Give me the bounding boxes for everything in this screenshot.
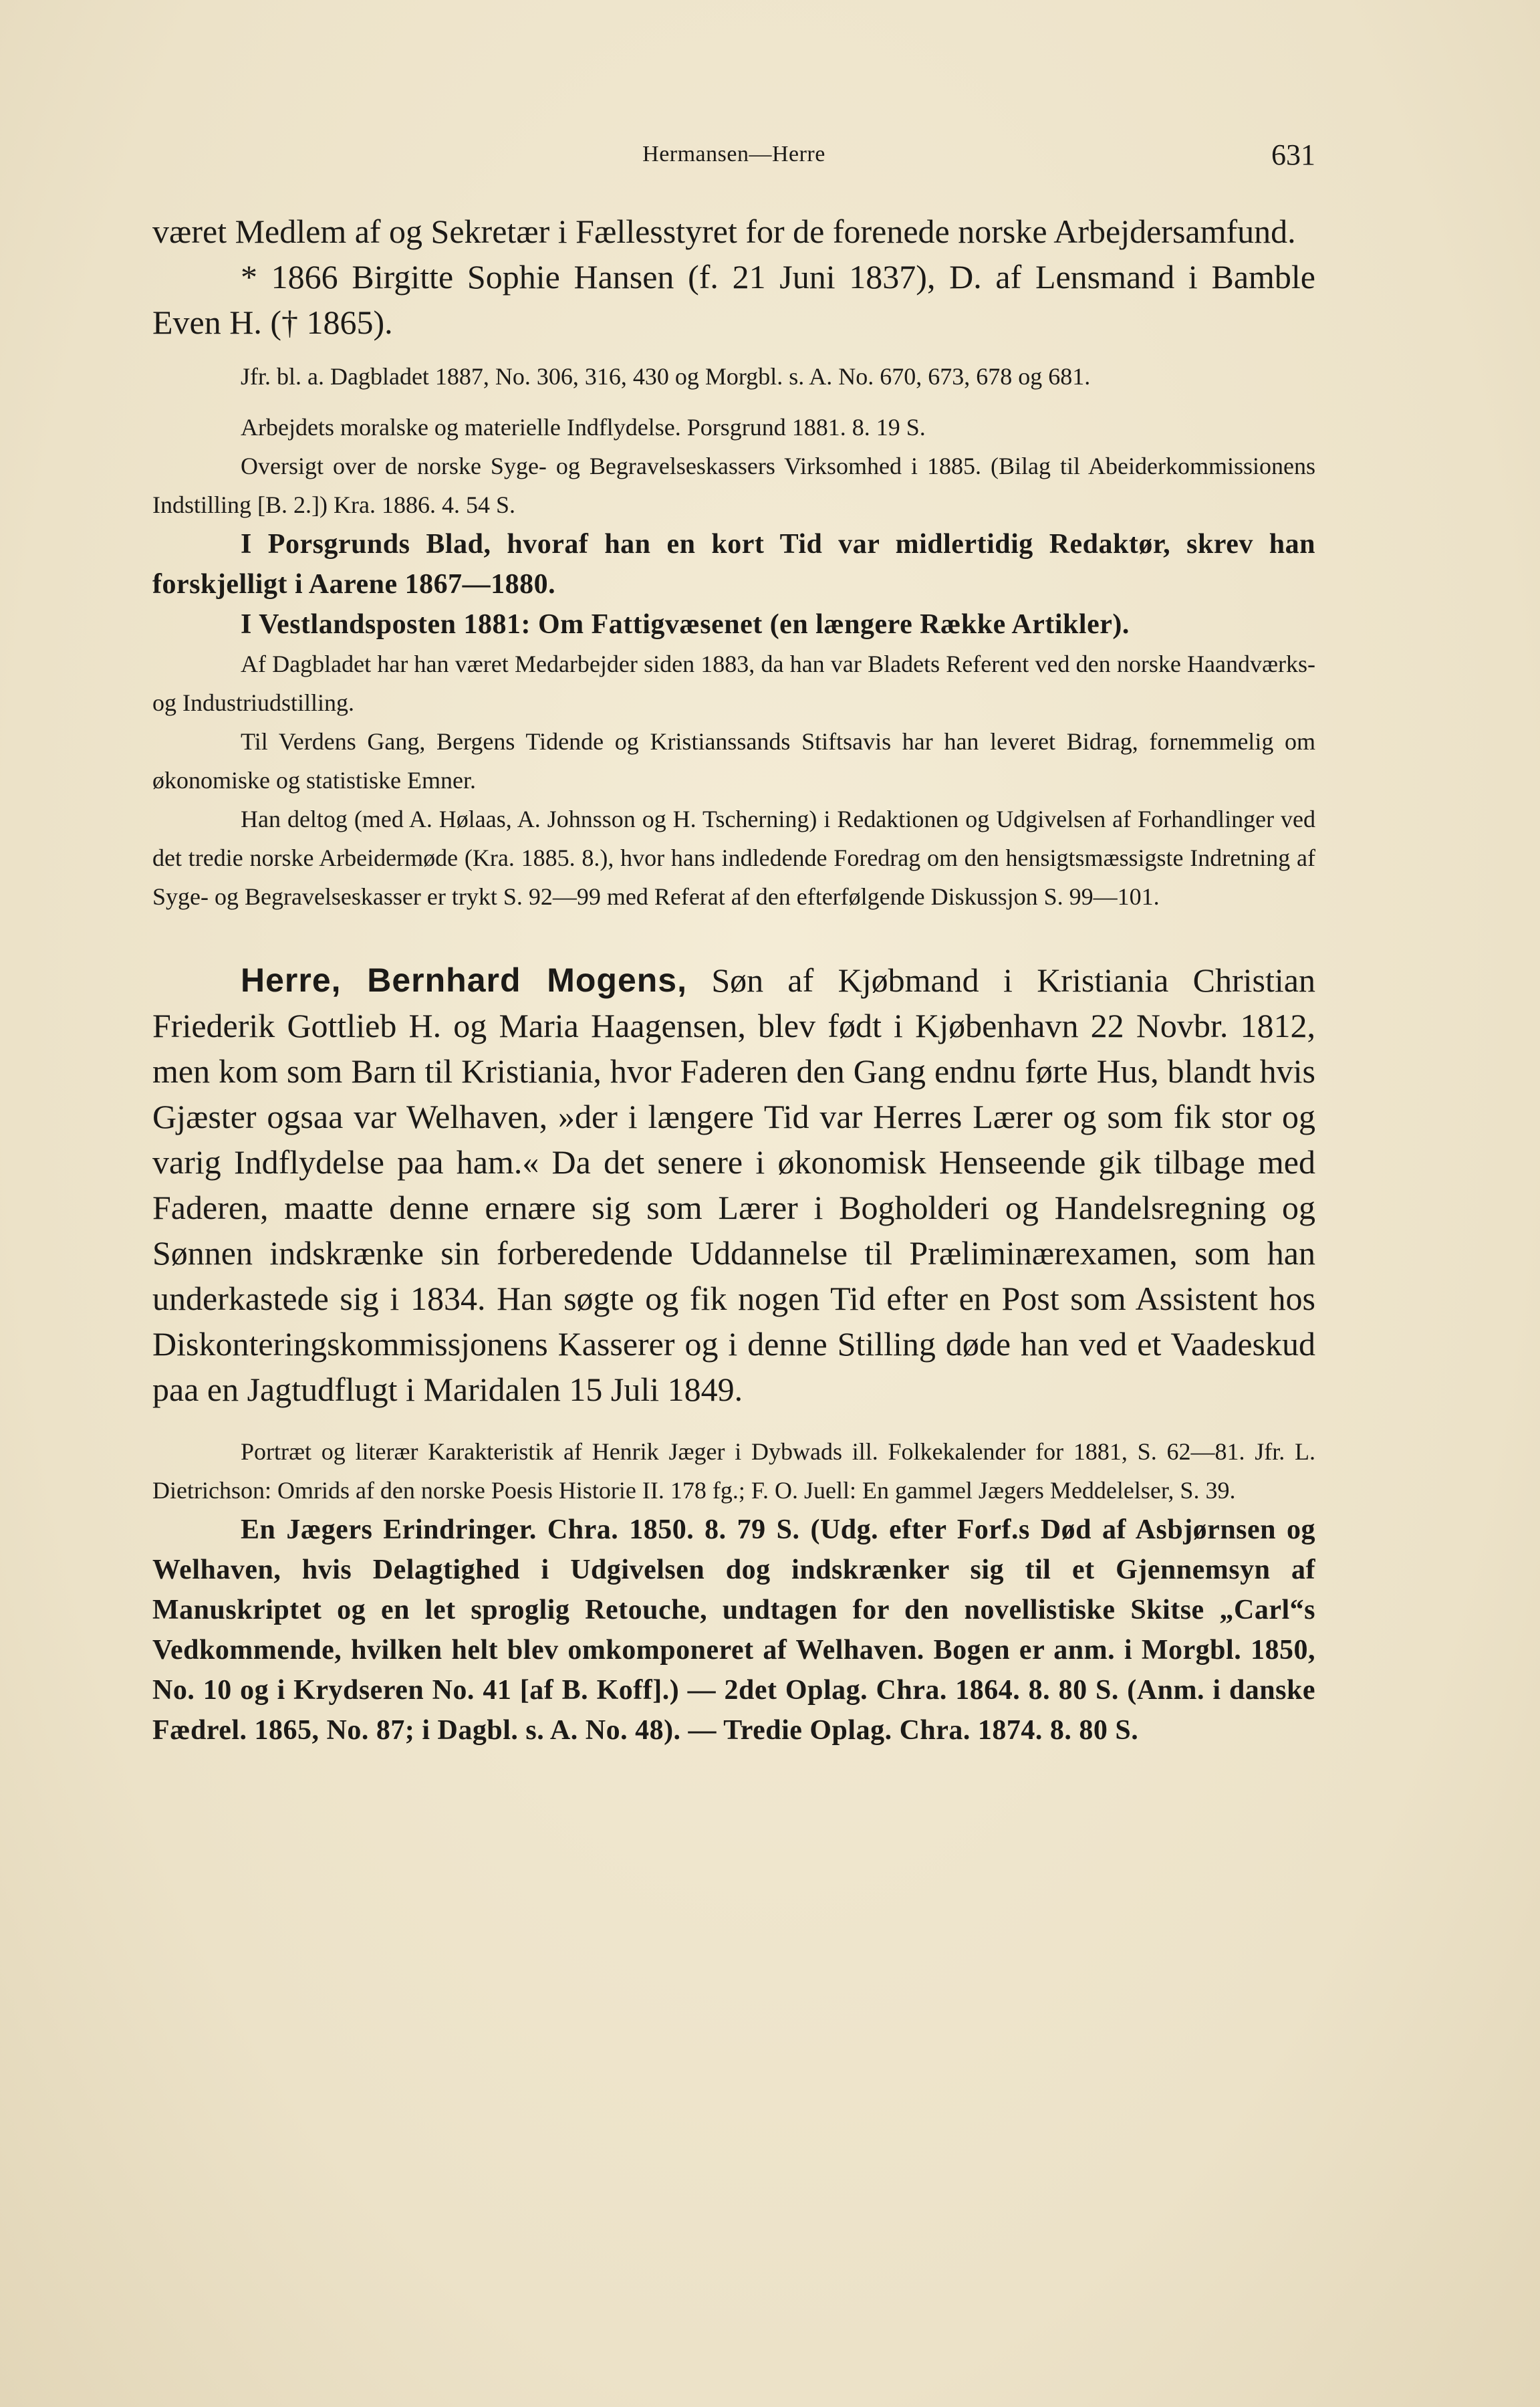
paragraph-marriage: * 1866 Birgitte Sophie Hansen (f. 21 Juni 1837), D. af Lensmand i Bamble Even H. († 1865). [152,258,1315,341]
paragraph-work-arbejdets: Arbejdets moralske og materielle Indflydelse. Porsgrund 1881. 8. 19 S. [241,414,926,441]
running-head: Hermansen—Herre [642,142,825,166]
paragraph-portraet: Portræt og literær Karakteristik af Henrik Jæger i Dybwads ill. Folkekalender for 1881, S. 62—81. Jfr. L. Dietrichson: Omrids af den norske Poesis Historie II. 178 fg.; F. O. Juell: En gammel Jægers Meddelelser, S. 39. [152,1438,1315,1504]
biography-text: Søn af Kjøbmand i Kristiania Christian Friederik Gottlieb H. og Maria Haagensen, blev født i Kjøbenhavn 22 Novbr. 1812, men kom som Barn til Kristiania, hvor Faderen den Gang endnu førte Hus, blandt hvis Gjæster ogsaa var Welhaven, »der i længere Tid var Herres Lærer og som fik stor og varig Indflydelse paa ham.« Da det senere i økonomisk Henseende gik tilbage med Faderen, maatte denne ernære sig som Lærer i Bogholderi og Handelsregning og Sønnen indskrænke sin forberedende Uddannelse til Præliminærexamen, som han underkastede sig i 1834. Han søgte og fik nogen Tid efter en Post som Assistent hos Diskonteringskommissjonens Kasserer og i denne Stilling døde han ved et Vaadeskud paa en Jagtudflugt i Maridalen 15 Juli 1849. [152,961,1315,1408]
biography-name: Herre, Bernhard Mogens, [241,961,687,999]
paragraph-verdens-gang: Til Verdens Gang, Bergens Tidende og Kristianssands Stiftsavis har han leveret Bidrag, fornemmelig om økonomiske og statistiske Emner. [152,728,1315,794]
paragraph-vestlandsposten: I Vestlandsposten 1881: Om Fattigvæsenet (en længere Række Artikler). [241,609,1130,640]
paragraph-membership: været Medlem af og Sekretær i Fællesstyret for de forenede norske Arbejdersamfund. [152,213,1296,250]
paragraph-en-jaegers-erindringer: En Jægers Erindringer. Chra. 1850. 8. 79 S. (Udg. efter Forf.s Død af Asbjørnsen og Welhaven, hvis Delagtighed i Udgivelsen dog indskrænker sig til et Gjennemsyn af Manuskriptet og en let sproglig Retouche, undtagen for den novellistiske Skitse „Carl“s Vedkommende, hvilken helt blev omkomponeret af Welhaven. Bogen er anm. i Morgbl. 1850, No. 10 og i Krydseren No. 41 [af B. Koff].) — 2det Oplag. Chra. 1864. 8. 80 S. (Anm. i danske Fædrel. 1865, No. 87; i Dagbl. s. A. No. 48). — Tredie Oplag. Chra. 1874. 8. 80 S. [152,1514,1315,1746]
paragraph-redaktion: Han deltog (med A. Hølaas, A. Johnsson og H. Tscherning) i Redaktionen og Udgivelsen af Forhandlinger ved det tredie norske Arbeidermøde (Kra. 1885. 8.), hvor hans indledende Foredrag om den hensigtsmæssigste Indretning af Syge- og Begravelseskasser er trykt S. 92—99 med Referat af den efterfølgende Diskussjon S. 99—101. [152,806,1315,910]
paragraph-work-oversigt: Oversigt over de norske Syge- og Begravelseskassers Virksomhed i 1885. (Bilag til Abeiderkommissionens Indstilling [B. 2.]) Kra. 1886. 4. 54 S. [152,453,1315,518]
paragraph-dagbladet: Af Dagbladet har han været Medarbejder siden 1883, da han var Bladets Referent ved den norske Haandværks- og Industriudstilling. [152,651,1315,716]
biography-herre [152,957,1315,1412]
page-header [152,138,1315,178]
page-number: 631 [1271,138,1315,171]
paragraph-references: Jfr. bl. a. Dagbladet 1887, No. 306, 316, 430 og Morgbl. s. A. No. 670, 673, 678 og 681. [241,363,1091,390]
page-body [152,209,1315,1750]
paragraph-porsgrunds-blad: I Porsgrunds Blad, hvoraf han en kort Tid var midlertidig Redaktør, skrev han forskjelligt i Aarene 1867—1880. [152,529,1315,600]
